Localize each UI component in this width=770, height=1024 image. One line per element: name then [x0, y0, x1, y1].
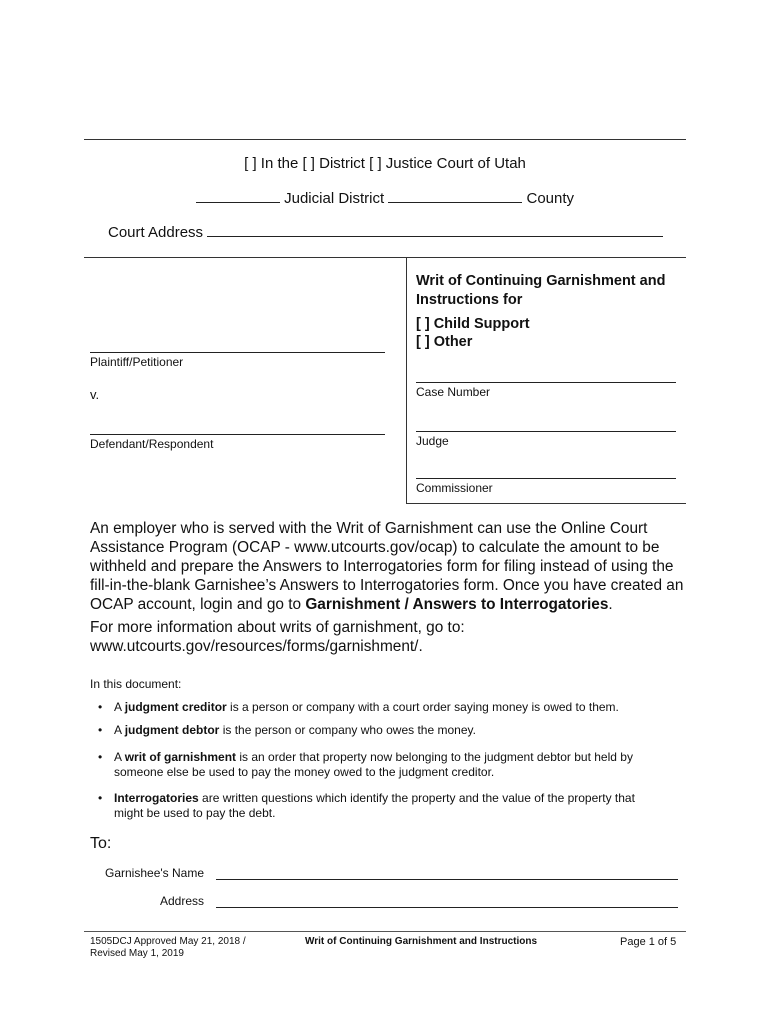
bullet-icon: • — [98, 723, 103, 737]
bullet-icon: • — [98, 700, 103, 714]
more-info-line-1: For more information about writs of garnishment, go to: — [90, 619, 465, 636]
definition-text: is a person or company with a court order saying money is owed to them. — [226, 700, 619, 714]
caption-divider — [406, 257, 407, 503]
court-address-line — [108, 223, 663, 241]
address-blank[interactable] — [216, 907, 678, 908]
case-number-blank[interactable] — [416, 382, 676, 383]
court-address-blank[interactable] — [207, 223, 663, 237]
versus-label: v. — [90, 387, 100, 402]
definition-text: are written questions which identify the property and the value of the property that — [198, 791, 635, 805]
document-title — [416, 272, 706, 310]
answers-menu-label: Answers to Interrogatories — [412, 596, 609, 613]
judge-label: Judge — [416, 434, 449, 448]
court-selection-line — [0, 155, 770, 172]
more-info-url[interactable]: www.utcourts.gov/resources/forms/garnishment/. — [90, 638, 423, 655]
form-id — [90, 936, 246, 960]
ocap-line-4: fill-in-the-blank Garnishee’s Answers to Interrogatories form. Once you have created an — [90, 577, 684, 594]
commissioner-blank[interactable] — [416, 478, 676, 479]
child-support-option[interactable] — [416, 316, 530, 332]
footer-rule — [84, 931, 686, 932]
ocap-line-3: withheld and prepare the Answers to Interrogatories form for filing instead of using the — [90, 558, 674, 575]
defendant-blank[interactable] — [90, 434, 385, 435]
ocap-line-5 — [90, 595, 690, 614]
to-heading: To: — [90, 835, 112, 852]
form-revision-line: Revised May 1, 2019 — [90, 948, 184, 959]
address-label: Address — [159, 894, 204, 908]
definition-text: is an order that property now belonging to the judgment debtor but held by — [236, 750, 633, 764]
other-label: [ ] Other — [416, 334, 473, 350]
more-info-paragraph — [90, 618, 690, 656]
definition-term: writ of garnishment — [124, 750, 237, 764]
definition-term: judgment debtor — [124, 723, 220, 737]
definition-item — [98, 791, 678, 821]
garnishee-name-blank[interactable] — [216, 879, 678, 880]
bullet-icon: • — [98, 750, 103, 764]
page-number: Page 1 of 5 — [620, 936, 677, 948]
caption-top-rule — [84, 257, 686, 258]
court-line-text: [ ] In the [ ] District [ ] Justice Court of Utah — [244, 155, 526, 172]
commissioner-label: Commissioner — [416, 481, 493, 495]
bullet-icon: • — [98, 791, 103, 805]
ocap-line-1: An employer who is served with the Writ of Garnishment can use the Online Court — [90, 520, 648, 537]
ocap-line-5-suffix: . — [608, 596, 613, 613]
definition-item — [98, 700, 678, 715]
caption-bottom-rule — [406, 503, 686, 504]
county-name-blank[interactable] — [388, 189, 522, 203]
definition-term: judgment creditor — [124, 700, 227, 714]
plaintiff-label: Plaintiff/Petitioner — [90, 355, 184, 369]
title-line-1: Writ of Continuing Garnishment and — [416, 273, 666, 289]
definition-text: is the person or company who owes the money. — [219, 723, 476, 737]
definition-item — [98, 750, 678, 780]
definition-prefix: A — [114, 750, 125, 764]
judicial-district-label: Judicial District — [284, 190, 385, 207]
top-rule — [84, 139, 686, 140]
defendant-label: Defendant/Respondent — [90, 437, 214, 451]
case-number-label: Case Number — [416, 385, 491, 399]
court-address-label: Court Address — [108, 224, 204, 241]
ocap-line-5-prefix: OCAP account, login and go to — [90, 596, 306, 613]
child-support-label: [ ] Child Support — [416, 316, 530, 332]
judicial-district-line — [0, 189, 770, 207]
ocap-paragraph — [90, 519, 690, 614]
other-option[interactable] — [416, 334, 472, 350]
definition-text-continued: someone else be used to pay the money owed to the judgment creditor. — [114, 765, 495, 779]
definition-prefix: A — [114, 700, 125, 714]
judge-blank[interactable] — [416, 431, 676, 432]
form-approval-line: 1505DCJ Approved May 21, 2018 / — [90, 936, 246, 947]
definitions-heading: In this document: — [90, 677, 182, 691]
footer-title: Writ of Continuing Garnishment and Instructions — [305, 936, 538, 947]
definition-text-continued: might be used to pay the debt. — [114, 806, 276, 820]
menu-separator: / — [400, 596, 413, 613]
ocap-line-2: Assistance Program (OCAP - www.utcourts.gov/ocap) to calculate the amount to be — [90, 539, 660, 556]
definition-prefix: A — [114, 723, 125, 737]
plaintiff-blank[interactable] — [90, 352, 385, 353]
garnishment-menu-label: Garnishment — [305, 596, 401, 613]
county-label: County — [526, 190, 575, 207]
district-number-blank[interactable] — [196, 189, 280, 203]
definition-item — [98, 723, 678, 738]
definition-term: Interrogatories — [114, 791, 199, 805]
garnishee-name-label: Garnishee's Name — [105, 866, 204, 880]
title-line-2: Instructions for — [416, 292, 523, 308]
